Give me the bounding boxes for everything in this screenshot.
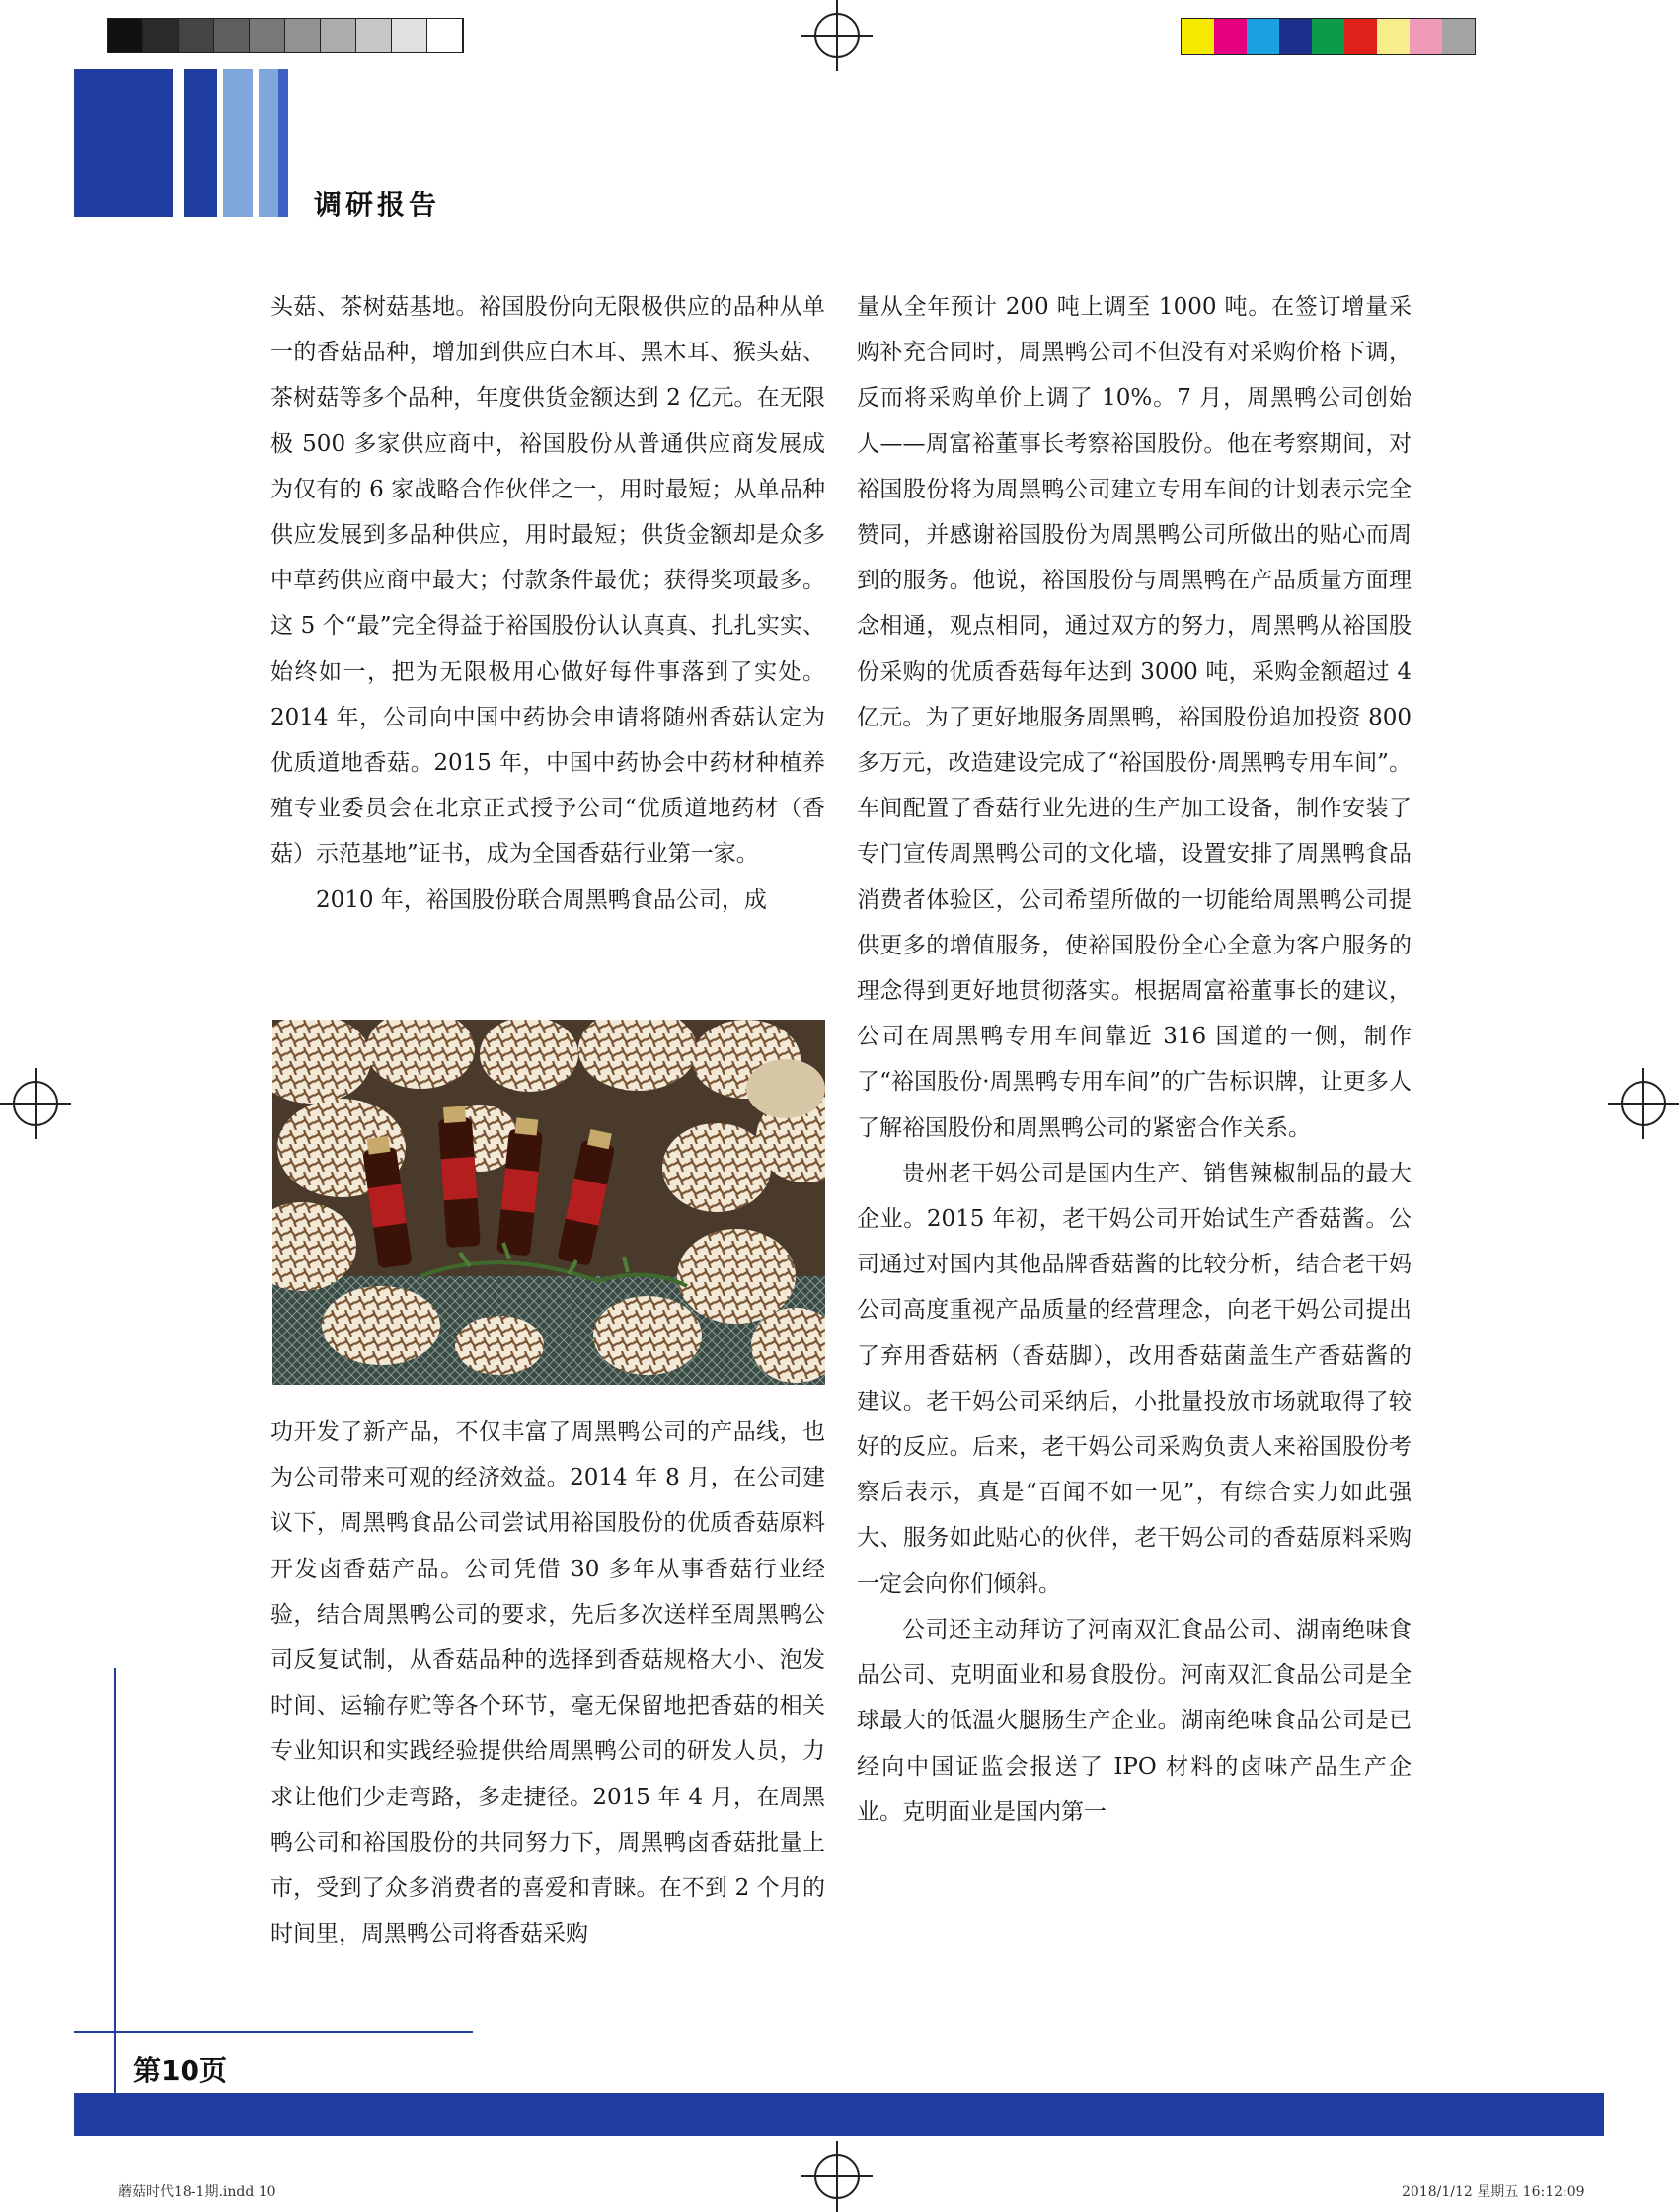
registration-mark-right: [1608, 1068, 1679, 1139]
color-swatch: [1312, 19, 1344, 54]
paragraph: 贵州老干妈公司是国内生产、销售辣椒制品的最大企业。2015 年初，老干妈公司开始试生产香菇酱。公司通过对国内其他品牌香菇酱的比较分析，结合老干妈公司高度重视产品质量的经营理念，向老干妈公司提出了弃用香菇柄（香菇脚），改用香菇菌盖生产香菇酱的建议。老干妈公司采纳后，小批量投放市场就取得了较好的反应。后来，老干妈公司采购负责人来裕国股份考察后表示，真是“百闻不如一见”，有综合实力如此强大、服务如此贴心的伙伴，老干妈公司的香菇原料采购一定会向你们倾斜。: [857, 1160, 1412, 1597]
grey-swatch: [214, 19, 250, 52]
slug-timestamp: 2018/1/12 星期五 16:12:09: [1402, 2184, 1585, 2200]
registration-mark-top: [801, 0, 873, 71]
grey-swatch: [285, 19, 321, 52]
header-stripe-dark: [74, 69, 173, 217]
color-swatch: [1279, 19, 1312, 54]
grey-calibration-bar: [107, 18, 464, 53]
color-swatch: [1410, 19, 1442, 54]
page-number: 第10页: [133, 2054, 227, 2087]
grey-swatch: [108, 19, 143, 52]
color-swatch: [1344, 19, 1377, 54]
color-swatch: [1214, 19, 1247, 54]
color-swatch: [1377, 19, 1410, 54]
paragraph: 2010 年，裕国股份联合周黑鸭食品公司，成: [316, 886, 767, 913]
mushroom-product-photo: [272, 1020, 825, 1385]
paragraph: 公司还主动拜访了河南双汇食品公司、湖南绝味食品公司、克明面业和易食股份。河南双汇食品公司是全球最大的低温火腿肠生产企业。湖南绝味食品公司是已经向中国证监会报送了 IPO 材料的卤味产品生产企业。克明面业是国内第一: [857, 1616, 1412, 1825]
color-calibration-bar: [1181, 18, 1476, 55]
paragraph: 功开发了新产品，不仅丰富了周黑鸭公司的产品线，也为公司带来可观的经济效益。2014 年 8 月，在公司建议下，周黑鸭食品公司尝试用裕国股份的优质香菇原料开发卤香菇产品。公司凭借 30 多年从事香菇行业经验，结合周黑鸭公司的要求，先后多次送样至周黑鸭公司反复试制，从香菇品种的选择到香菇规格大小、泡发时间、运输存贮等各个环节，毫无保留地把香菇的相关专业知识和实践经验提供给周黑鸭公司的研发人员，力求让他们少走弯路，多走捷径。2015 年 4 月，在周黑鸭公司和裕国股份的共同努力下，周黑鸭卤香菇批量上市，受到了众多消费者的喜爱和青睐。在不到 2 个月的时间里，周黑鸭公司将香菇采购: [270, 1419, 825, 1947]
header-stripe-light: [223, 69, 253, 217]
paragraph: 头菇、茶树菇基地。裕国股份向无限极供应的品种从单一的香菇品种，增加到供应白木耳、黑木耳、猴头菇、茶树菇等多个品种，年度供货金额达到 2 亿元。在无限极 500 多家供应商中，裕国股份从普通供应商发展成为仅有的 6 家战略合作伙伴之一，用时最短；从单品种供应发展到多品种供应，用时最短；供货金额却是众多中草药供应商中最大；付款条件最优；获得奖项最多。这 5 个“最”完全得益于裕国股份认认真真、扎扎实实、始终如一，把为无限极用心做好每件事落到了实处。2014 年，公司向中国中药协会申请将随州香菇认定为优质道地香菇。2015 年，中国中药协会中药材种植养殖专业委员会在北京正式授予公司“优质道地药材（香菇）示范基地”证书，成为全国香菇行业第一家。: [270, 294, 825, 868]
color-swatch: [1182, 19, 1214, 54]
paragraph: 量从全年预计 200 吨上调至 1000 吨。在签订增量采购补充合同时，周黑鸭公司不但没有对采购价格下调，反而将采购单价上调了 10%。7 月，周黑鸭公司创始人——周富裕董事长考察裕国股份。他在考察期间，对裕国股份将为周黑鸭公司建立专用车间的计划表示完全赞同，并感谢裕国股份为周黑鸭公司所做出的贴心而周到的服务。他说，裕国股份与周黑鸭在产品质量方面理念相通，观点相同，通过双方的努力，周黑鸭从裕国股份采购的优质香菇每年达到 3000 吨，采购金额超过 4 亿元。为了更好地服务周黑鸭，裕国股份追加投资 800 多万元，改造建设完成了“裕国股份·周黑鸭专用车间”。车间配置了香菇行业先进的生产加工设备，制作安装了专门宣传周黑鸭公司的文化墙，设置安排了周黑鸭食品消费者体验区，公司希望所做的一切能给周黑鸭公司提供更多的增值服务，使裕国股份全心全意为客户服务的理念得到更好地贯彻落实。根据周富裕董事长的建议，公司在周黑鸭专用车间靠近 316 国道的一侧，制作了“裕国股份·周黑鸭专用车间”的广告标识牌，让更多人了解裕国股份和周黑鸭公司的紧密合作关系。: [857, 294, 1412, 1141]
grey-swatch: [356, 19, 392, 52]
column-right: [857, 284, 1412, 1835]
header-stripe-mid: [184, 69, 217, 217]
grey-swatch: [143, 19, 179, 52]
grey-swatch: [392, 19, 427, 52]
column-left-bottom: [270, 1410, 825, 1956]
registration-mark-left: [0, 1068, 71, 1139]
registration-mark-bottom: [801, 2141, 873, 2212]
header-stripe-thin: [278, 69, 288, 217]
grey-swatch: [321, 19, 356, 52]
grey-swatch: [427, 19, 463, 52]
section-title: 调研报告: [314, 189, 441, 221]
grey-swatch: [250, 19, 285, 52]
color-swatch: [1442, 19, 1475, 54]
column-left-top: [270, 284, 825, 923]
footer-vertical-rule: [114, 1668, 116, 2093]
color-swatch: [1247, 19, 1279, 54]
footer-horizontal-rule: [74, 2031, 473, 2033]
slug-filename: 蘑菇时代18-1期.indd 10: [118, 2184, 276, 2200]
grey-swatch: [179, 19, 214, 52]
footer-band: [74, 2093, 1604, 2136]
